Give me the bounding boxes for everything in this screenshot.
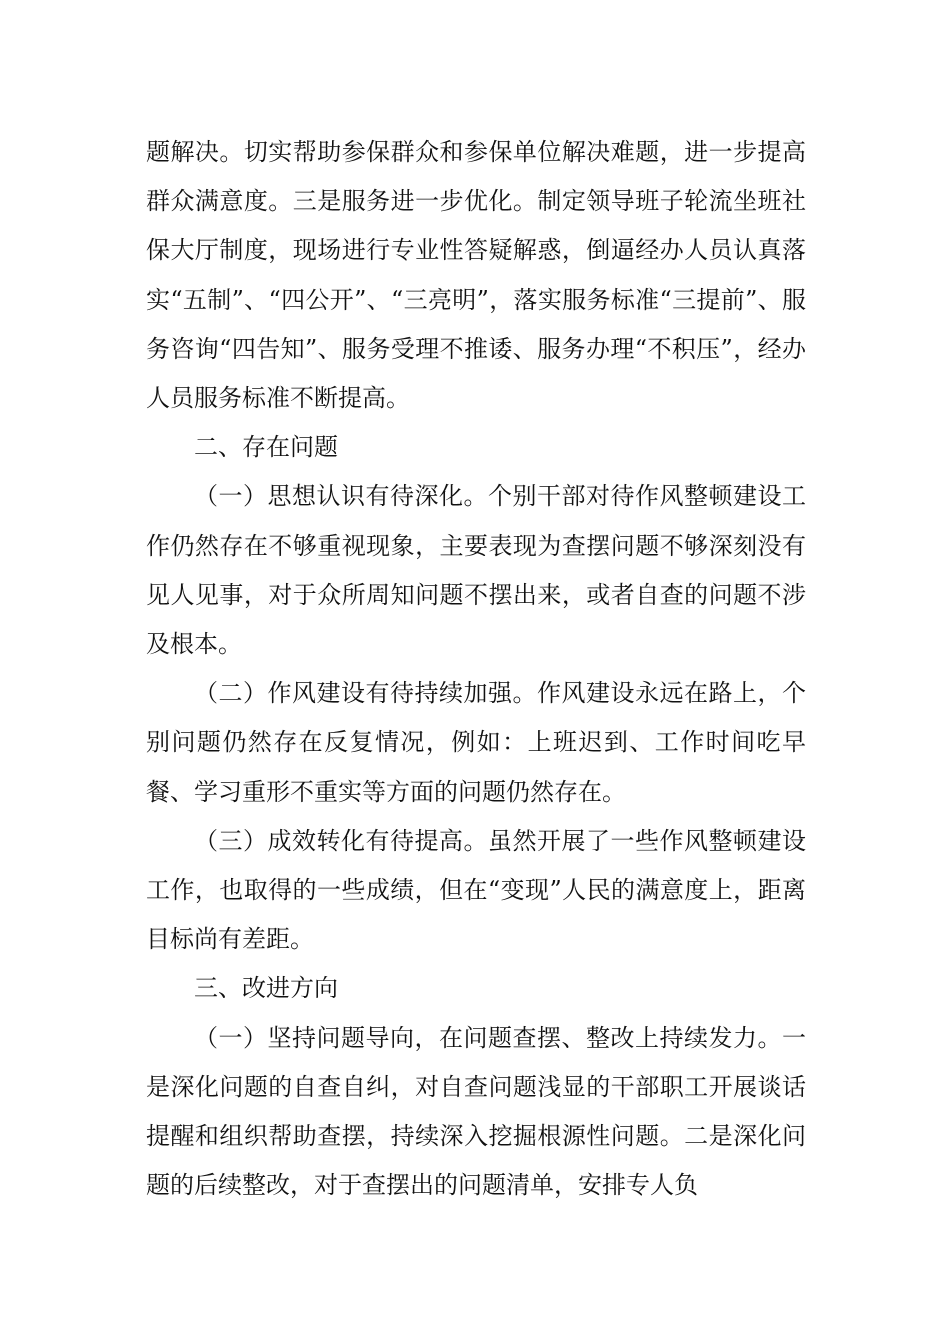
paragraph-continuation: 题解决。切实帮助参保群众和参保单位解决难题，进一步提高群众满意度。三是服务进一步优化。制定领导班子轮流坐班社保大厅制度，现场进行专业性答疑解惑，倒逼经办人员认真落实“五制”、“四公开”、“三亮明”，落实服务标准“三提前”、服务咨询“四告知”、服务受理不推诿、服务办理“不积压”，经办人员服务标准不断提高。 xyxy=(146,138,806,413)
paragraph-improvement-1: （一）坚持问题导向，在问题查摆、整改上持续发力。一是深化问题的自查自纠，对自查问题浅显的干部职工开展谈话提醒和组织帮助查摆，持续深入挖掘根源性问题。二是深化问题的后续整改，对于查摆出的问题清单，安排专人负 xyxy=(146,1023,806,1200)
paragraph-problem-3: （三）成效转化有待提高。虽然开展了一些作风整顿建设工作，也取得的一些成绩，但在“变现”人民的满意度上，距离目标尚有差距。 xyxy=(146,826,806,954)
paragraph-problem-1: （一）思想认识有待深化。个别干部对待作风整顿建设工作仍然存在不够重视现象，主要表现为查摆问题不够深刻没有见人见事，对于众所周知问题不摆出来，或者自查的问题不涉及根本。 xyxy=(146,482,806,659)
section-heading-problems: 二、存在问题 xyxy=(194,433,338,462)
section-heading-improvement: 三、改进方向 xyxy=(194,974,338,1003)
document-body xyxy=(146,128,806,1210)
paragraph-problem-2: （二）作风建设有待持续加强。作风建设永远在路上，个别问题仍然存在反复情况，例如：上班迟到、工作时间吃早餐、学习重形不重实等方面的问题仍然存在。 xyxy=(146,679,806,806)
